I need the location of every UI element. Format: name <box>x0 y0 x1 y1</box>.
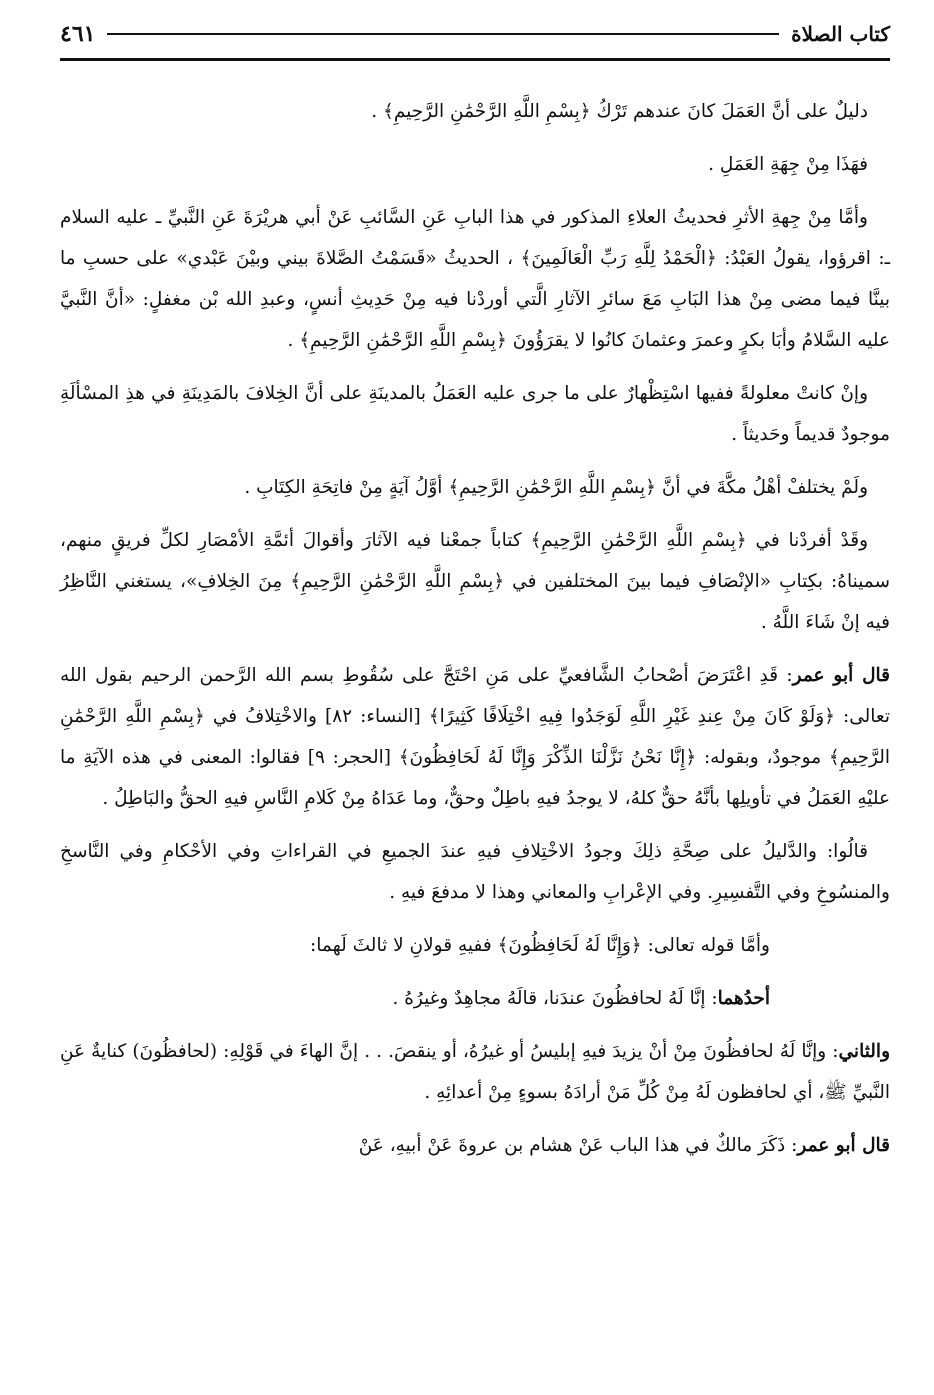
paragraph-text: فهَذَا مِنْ جِهَةِ العَمَلِ . <box>708 154 868 175</box>
page <box>60 10 890 1178</box>
paragraph-text: : قَدِ اعْتَرَضَ أصْحابُ الشَّافعيِّ على مَنِ احْتَجَّ على سُقُوطِ بسم الله الرَّحمن الرحيم بقول الله تعالى: ﴿وَلَوْ كَانَ مِنْ عِندِ غَيْرِ اللَّهِ لَوَجَدُوا فِيهِ اخْتِلَافًا كَثِيرًا﴾ [النساء: ٨٢] والاخْتِلافُ في ﴿بِسْمِ اللَّهِ الرَّحْمَٰنِ الرَّحِيمِ﴾ موجودٌ، وبقوله: ﴿إِنَّا نَحْنُ نَزَّلْنَا الذِّكْرَ وَإِنَّا لَهُ لَحَافِظُونَ﴾ [الحجر: ٩] فقالوا: المعنى في هذه الآيَةِ ما عليْهِ العَمَلُ في تأويلِها بأنَّهُ حقٌّ كلهُ، لا يوجدُ فيهِ باطِلٌ وحقٌّ، وما عَدَاهُ مِنْ كَلامِ النَّاسِ فيهِ الحقُّ والبَاطِلُ . <box>60 665 890 809</box>
paragraph-text: وإنْ كانتْ معلولةً ففيها اسْتِظْهارٌ على ما جرى عليه العَمَلُ بالمدينَةِ على أنَّ الخِلافَ بالمَدِينَةِ في هذِ المسْألَةِ موجودٌ قديماً وحَديثاً . <box>60 383 890 445</box>
paragraph-text: دليلٌ على أنَّ العَمَلَ كانَ عندهم تَرْكُ ﴿بِسْمِ اللَّهِ الرَّحْمَٰنِ الرَّحِيمِ﴾ . <box>371 101 868 122</box>
paragraph <box>60 978 890 1019</box>
speaker-label: والثاني <box>838 1041 890 1062</box>
paragraph <box>60 1125 890 1166</box>
paragraph <box>60 373 890 455</box>
paragraph <box>60 197 890 361</box>
paragraph <box>60 520 890 643</box>
paragraph <box>60 925 890 966</box>
paragraph-text: وأمَّا قوله تعالى: ﴿وَإِنَّا لَهُ لَحَافِظُونَ﴾ ففيهِ قولانِ لا ثالثَ لَهما: <box>310 935 770 956</box>
paragraph <box>60 467 890 508</box>
paragraph-text: قالُوا: والدَّليلُ على صِحَّةِ ذلِكَ وجودُ الاخْتِلافِ فيهِ عندَ الجميعِ في القراءاتِ وفي الأحْكامِ وفي النَّاسخِ والمنسُوخِ وفي التَّفسِيرِ. وفي الإعْرابِ والمعاني وهذا لا مدفعَ فيهِ . <box>60 841 890 903</box>
paragraph <box>60 1031 890 1113</box>
paragraph-text: : ذَكَرَ مالكٌ في هذا الباب عَنْ هشام بن عروةَ عَنْ أبيهِ، عَنْ <box>358 1135 798 1156</box>
chapter-title: كتاب الصلاة <box>791 22 890 46</box>
paragraph <box>60 144 890 185</box>
paragraph-text: وقَدْ أفردْنا في ﴿بِسْمِ اللَّهِ الرَّحْمَٰنِ الرَّحِيمِ﴾ كتاباً جمعْنا فيه الآثارَ وأقوالَ أئمَّةِ الأمْصَارِ لكلِّ فريقٍ منهم، سميناهُ: بكِتابِ «الإنْصَافِ فيما بينَ المختلفين في ﴿بِسْمِ اللَّهِ الرَّحْمَٰنِ الرَّحِيمِ﴾ مِنَ الخِلافِ»، يستغني النَّاظِرُ فيه إنْ شَاءَ اللَّهُ . <box>60 530 890 633</box>
paragraph <box>60 831 890 913</box>
paragraph-text: ولَمْ يختلفْ أهْلُ مكَّةَ في أنَّ ﴿بِسْمِ اللَّهِ الرَّحْمَٰنِ الرَّحِيمِ﴾ أوَّلُ آيَةٍ مِنْ فاتِحَةِ الكِتَابِ . <box>244 477 868 498</box>
paragraph-text: وأمَّا مِنْ جِهةِ الأثرِ فحديثُ العلاءِ المذكور في هذا البابِ عَنِ السَّائبِ عَنْ أبي هريْرَةَ عَنِ النَّبيِّ ـ عليه السلام ـ: اقرؤوا، يقولُ العَبْدُ: ﴿الْحَمْدُ لِلَّهِ رَبِّ الْعَالَمِينَ﴾ ، الحديثُ «قَسَمْتُ الصَّلاةَ بيني وبيْنَ عَبْدي» على حسبِ ما بينَّا فيما مضى مِنْ هذا البَابِ مَعَ سائرِ الآثارِ الَّتي أوردْنا فيه مِنْ حَدِيثِ أنسٍ، وعبدِ الله بْن مغفلٍ: «أنَّ النَّبيَّ عليه السَّلامُ وأبَا بكرٍ وعمرَ وعثمانَ كانُوا لا يقرَؤُونَ ﴿بِسْمِ اللَّهِ الرَّحْمَٰنِ الرَّحِيمِ﴾ . <box>60 207 890 351</box>
speaker-label: قال أبو عمر <box>797 1135 890 1156</box>
paragraph <box>60 655 890 819</box>
header-rule <box>107 33 779 35</box>
page-number: ٤٦١ <box>60 21 96 47</box>
paragraph-text: : وإنَّا لَهُ لحافظُونَ مِنْ أنْ يزيدَ فيهِ إبليسُ أو غيرُهُ، أو ينقصَ. . . إنَّ الهاءَ في قَوْلِهِ: (لحافظُونَ) كنايةٌ عَنِ النَّبيِّ ﷺ، أي لحافظون لَهُ مِنْ كُلِّ مَنْ أرادَهُ بسوءٍ مِنْ أعدائِهِ . <box>60 1041 890 1103</box>
paragraph <box>60 91 890 132</box>
body-text <box>60 91 890 1166</box>
running-header <box>60 10 890 61</box>
speaker-label: أحدُهما <box>717 988 770 1009</box>
speaker-label: قال أبو عمر <box>792 665 891 686</box>
paragraph-text: : إنَّا لَهُ لحافظُونَ عندَنا، قالَهُ مجاهِدٌ وغيرُهُ . <box>392 988 718 1009</box>
